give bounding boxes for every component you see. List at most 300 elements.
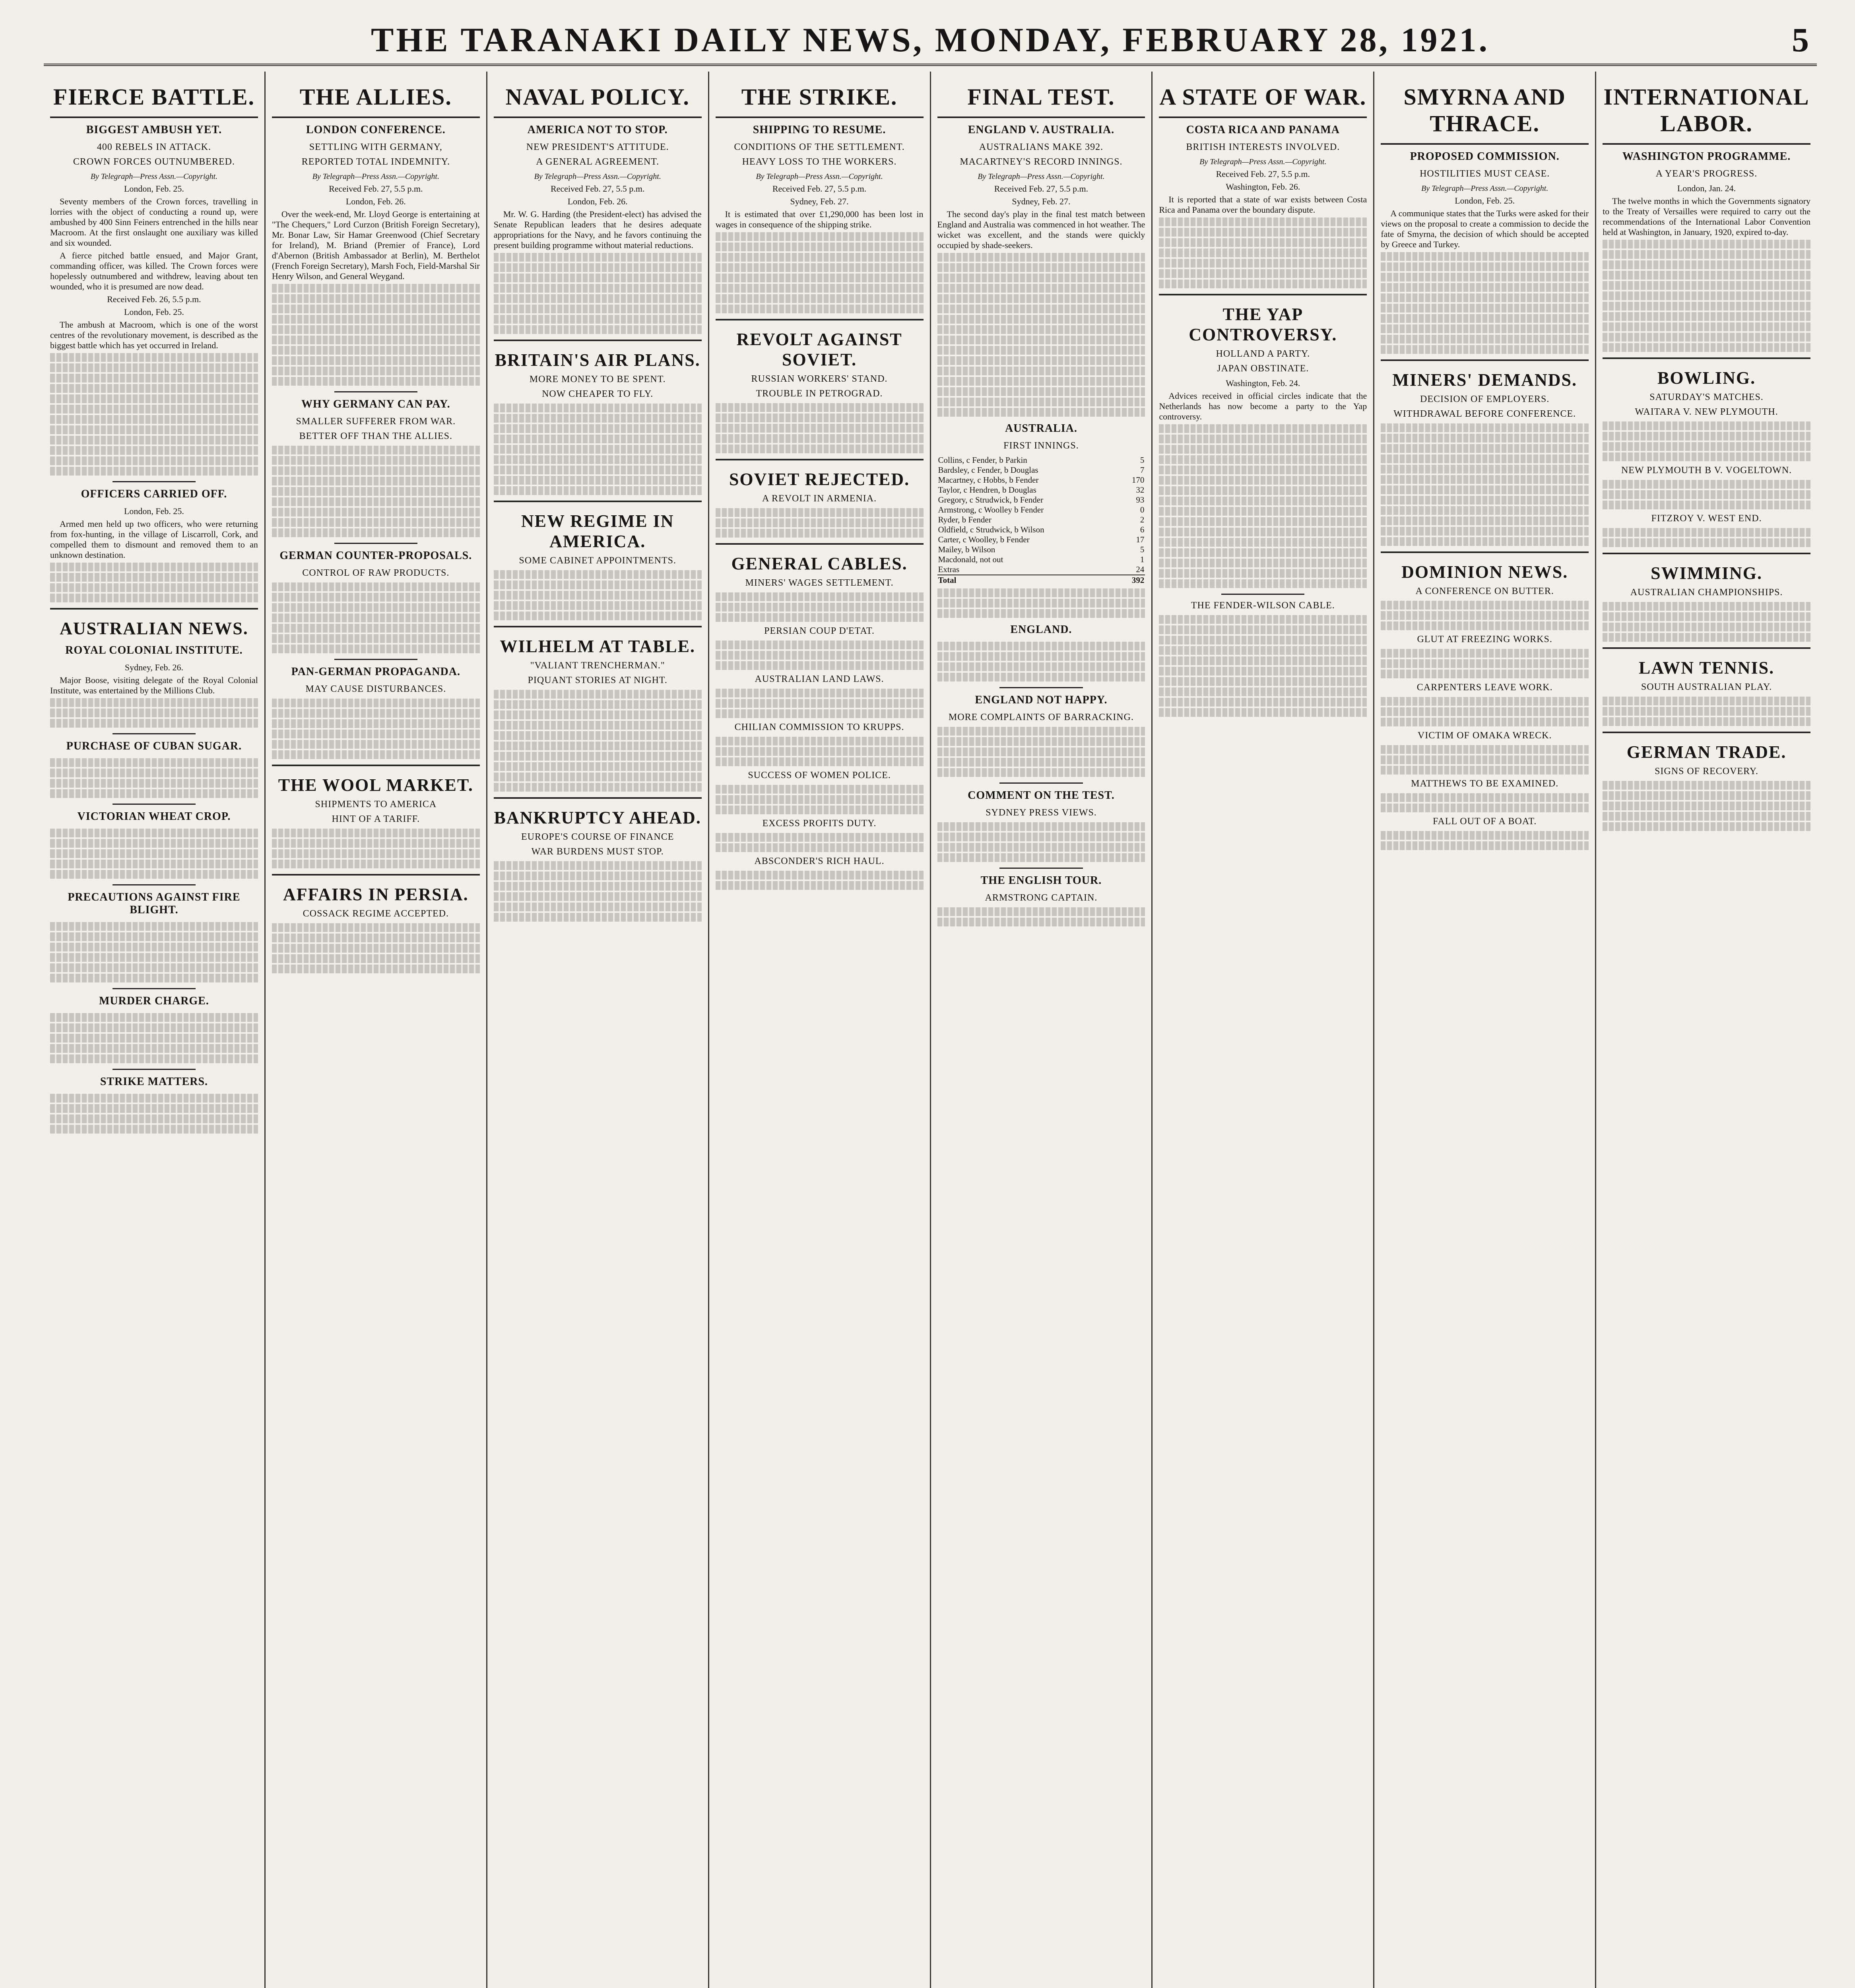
divider: [113, 1069, 196, 1070]
text-block: [1381, 454, 1589, 463]
text-block: [494, 284, 702, 293]
byline: By Telegraph—Press Assn.—Copyright.: [1199, 157, 1327, 166]
text-block: [272, 528, 480, 537]
text-block: [50, 953, 258, 962]
subheading: SIGNS OF RECOVERY.: [1655, 766, 1759, 777]
dateline: Washington, Feb. 24.: [1226, 378, 1300, 388]
text-block: [937, 727, 1145, 736]
dateline: London, Feb. 25.: [124, 307, 184, 317]
text-block: [937, 356, 1145, 365]
byline: By Telegraph—Press Assn.—Copyright.: [312, 172, 439, 181]
scorecard-row: [937, 565, 1145, 575]
text-block: [494, 591, 702, 600]
section-heading: THE YAP CONTROVERSY.: [1189, 305, 1337, 344]
divider: [1159, 294, 1367, 295]
text-block: [716, 737, 924, 746]
text-block: [494, 580, 702, 589]
text-block: [272, 965, 480, 973]
text-block: [716, 699, 924, 708]
dateline: London, Feb. 26.: [345, 196, 406, 206]
text-block: [1381, 506, 1589, 515]
text-block: [1603, 291, 1810, 300]
subheading: EXCESS PROFITS DUTY.: [762, 818, 877, 829]
subheading: ROYAL COLONIAL INSTITUTE.: [65, 644, 243, 656]
subheading: HINT OF A TARIFF.: [332, 814, 420, 824]
scorecard-row: [937, 465, 1145, 475]
divider: [999, 782, 1083, 784]
text-block: [50, 779, 258, 788]
text-block: [1381, 262, 1589, 271]
subheading: CONTROL OF RAW PRODUCTS.: [302, 568, 450, 578]
text-block: [272, 829, 480, 837]
text-block: [494, 721, 702, 730]
text-block: [272, 446, 480, 454]
text-block: [494, 742, 702, 750]
subheading: TROUBLE IN PETROGRAD.: [756, 388, 883, 399]
text-block: [494, 404, 702, 412]
subheading: A REVOLT IN ARMENIA.: [762, 493, 877, 504]
text-block: [1603, 501, 1810, 509]
section-heading: SWIMMING.: [1651, 563, 1762, 583]
subheading: ARMSTRONG CAPTAIN.: [985, 893, 1098, 903]
text-block: [937, 673, 1145, 681]
article-paragraph: Mr. W. G. Harding (the President-elect) has advised the Senate Republican leaders that he desires adequate appropriations for the Navy, and he favors continuing the present building programme without material reductions.: [493, 209, 702, 250]
text-block: [1381, 293, 1589, 302]
text-block: [50, 860, 258, 868]
text-block: [272, 613, 480, 622]
text-block: [494, 731, 702, 740]
subheading: MORE MONEY TO BE SPENT.: [529, 374, 666, 384]
text-block: [1381, 537, 1589, 546]
text-block: [50, 943, 258, 951]
subheading: A CONFERENCE ON BUTTER.: [1415, 586, 1554, 596]
text-block: [494, 445, 702, 454]
text-block: [1603, 322, 1810, 331]
headline: THE STRIKE.: [741, 84, 898, 110]
batsman-name: Gregory, c Strudwick, b Fender: [938, 495, 1044, 505]
column-smyrna-thrace: [1374, 72, 1596, 1988]
text-block: [494, 783, 702, 792]
text-block: [716, 795, 924, 804]
text-block: [716, 445, 924, 453]
headline: FINAL TEST.: [967, 84, 1115, 110]
divider: [716, 319, 924, 320]
text-block: [716, 613, 924, 622]
text-block: [1381, 718, 1589, 726]
text-block: [50, 1013, 258, 1022]
text-block: [1381, 314, 1589, 323]
scorecard-row: [937, 535, 1145, 545]
text-block: [50, 1034, 258, 1043]
text-block: [272, 849, 480, 858]
text-block: [1159, 698, 1367, 707]
subheading: PURCHASE OF CUBAN SUGAR.: [66, 740, 242, 752]
text-block: [272, 487, 480, 496]
text-block: [50, 698, 258, 707]
subheading: MINERS' WAGES SETTLEMENT.: [745, 578, 894, 588]
text-block: [1603, 812, 1810, 821]
text-block: [1381, 465, 1589, 474]
article-paragraph: Seventy members of the Crown forces, travelling in lorries with the object of conducting a round up, were ambushed by 400 Sinn Feiners entrenched in the hills near Macroom. At the first onslaught one auxiliary was killed and six wounded.: [50, 196, 258, 248]
subheading: WITHDRAWAL BEFORE CONFERENCE.: [1393, 409, 1576, 419]
subheading: SHIPMENTS TO AMERICA: [315, 799, 437, 810]
batsman-name: Extras: [938, 565, 960, 574]
dateline: Sydney, Feb. 26.: [124, 662, 183, 672]
text-block: [494, 892, 702, 901]
subheading: AMERICA NOT TO STOP.: [527, 124, 668, 136]
text-block: [937, 325, 1145, 334]
text-block: [1381, 345, 1589, 354]
subheading: WHY GERMANY CAN PAY.: [301, 398, 450, 410]
subheading: NEW PLYMOUTH B V. VOGELTOWN.: [1621, 465, 1792, 476]
text-block: [50, 932, 258, 941]
text-block: [272, 603, 480, 612]
subheading: VICTIM OF OMAKA WRECK.: [1417, 730, 1552, 741]
text-block: [716, 881, 924, 890]
text-block: [1603, 442, 1810, 451]
text-block: [1603, 333, 1810, 342]
subheading: NOW CHEAPER TO FLY.: [542, 389, 654, 399]
text-block: [1381, 707, 1589, 716]
subheading: COMMENT ON THE TEST.: [968, 789, 1115, 802]
text-block: [1381, 611, 1589, 620]
text-block: [1381, 697, 1589, 706]
text-block: [937, 263, 1145, 272]
text-block: [1159, 228, 1367, 237]
text-block: [937, 377, 1145, 386]
text-block: [1381, 804, 1589, 812]
text-block: [50, 963, 258, 972]
text-block: [50, 758, 258, 767]
text-block: [272, 634, 480, 643]
text-block: [716, 294, 924, 303]
divider: [494, 626, 702, 627]
subheading: OFFICERS CARRIED OFF.: [81, 488, 227, 500]
text-block: [1603, 421, 1810, 430]
subheading: RUSSIAN WORKERS' STAND.: [751, 374, 888, 384]
scorecard-row: [937, 475, 1145, 485]
text-block: [494, 570, 702, 579]
text-block: [494, 414, 702, 423]
scorecard-row: [937, 515, 1145, 525]
text-block: [716, 508, 924, 517]
column-the-allies: [266, 72, 487, 1988]
text-block: [1159, 615, 1367, 624]
text-block: [716, 747, 924, 756]
text-block: [494, 253, 702, 262]
article-paragraph: Over the week-end, Mr. Lloyd George is entertaining at "The Chequers," Lord Curzon (British Foreign Secretary), Mr. Bonar Law, Sir Hamar Greenwood (Chief Secretary for Ireland), M. Briand (Premier of France), Lord d'Abernon (British Ambassador at Berlin), M. Berthelot (French Foreign Secretary), Marsh Foch, Field-Marshal Sir Henry Wilson, and General Weygand.: [272, 209, 480, 281]
text-block: [494, 435, 702, 443]
text-block: [1381, 659, 1589, 668]
text-block: [937, 737, 1145, 746]
text-block: [50, 769, 258, 777]
text-block: [494, 263, 702, 272]
text-block: [50, 405, 258, 414]
text-block: [1159, 435, 1367, 443]
text-block: [494, 315, 702, 324]
text-block: [937, 768, 1145, 777]
received-line: Received Feb. 26, 5.5 p.m.: [107, 294, 201, 304]
text-block: [50, 425, 258, 434]
text-block: [494, 274, 702, 282]
masthead: [44, 16, 1817, 66]
text-block: [1159, 559, 1367, 567]
scorecard-title: AUSTRALIA.: [1005, 422, 1077, 435]
text-block: [494, 476, 702, 485]
divider: [272, 765, 480, 766]
divider: [1381, 143, 1589, 145]
divider: [113, 988, 196, 989]
text-block: [937, 822, 1145, 831]
text-block: [272, 719, 480, 728]
column-the-strike: [709, 72, 931, 1988]
subheading: A GENERAL AGREEMENT.: [536, 157, 660, 167]
text-block: [1603, 707, 1810, 716]
text-block: [1381, 831, 1589, 840]
text-block: [1381, 755, 1589, 764]
batsman-name: Taylor, c Hendren, b Douglas: [938, 485, 1036, 495]
text-block: [716, 274, 924, 282]
section-heading: GENERAL CABLES.: [731, 554, 908, 573]
subheading: PAN-GERMAN PROPAGANDA.: [291, 666, 460, 678]
text-block: [716, 709, 924, 718]
text-block: [494, 762, 702, 771]
text-block: [494, 294, 702, 303]
text-block: [716, 757, 924, 766]
total-runs: 392: [1121, 575, 1145, 585]
text-block: [1381, 335, 1589, 344]
text-block: [716, 403, 924, 412]
column-state-of-war: [1153, 72, 1374, 1988]
text-block: [1159, 656, 1367, 665]
subheading: AUSTRALIAN CHAMPIONSHIPS.: [1630, 587, 1783, 598]
text-block: [1603, 602, 1810, 611]
text-block: [716, 243, 924, 251]
scorecard-row: [937, 505, 1145, 515]
subheading: THE ENGLISH TOUR.: [980, 874, 1102, 887]
subheading: THE FENDER-WILSON CABLE.: [1191, 600, 1335, 611]
divider: [1381, 551, 1589, 553]
subheading: REPORTED TOTAL INDEMNITY.: [301, 157, 450, 167]
received-line: Received Feb. 27, 5.5 p.m.: [994, 184, 1089, 194]
text-block: [1381, 793, 1589, 802]
text-block: [937, 588, 1145, 597]
section-heading: BOWLING.: [1657, 368, 1756, 388]
divider: [999, 868, 1083, 869]
text-block: [716, 603, 924, 612]
text-block: [50, 1054, 258, 1063]
text-block: [50, 1104, 258, 1113]
subheading: BIGGEST AMBUSH YET.: [86, 124, 222, 136]
article-paragraph: The second day's play in the final test match between England and Australia was commenced in hot weather. The wicket was excellent, and the stands were quickly occupied by shade-seekers.: [937, 209, 1145, 250]
subheading: GERMAN COUNTER-PROPOSALS.: [279, 549, 472, 562]
text-block: [272, 497, 480, 506]
text-block: [937, 367, 1145, 375]
divider: [716, 543, 924, 545]
divider: [494, 116, 702, 118]
text-block: [494, 700, 702, 709]
text-block: [1603, 432, 1810, 441]
subheading: CHILIAN COMMISSION TO KRUPPS.: [734, 722, 904, 732]
section-heading: SOVIET REJECTED.: [729, 470, 910, 489]
text-block: [937, 398, 1145, 406]
divider: [334, 659, 417, 660]
text-block: [494, 711, 702, 719]
batsman-name: Oldfield, c Strudwick, b Wilson: [938, 525, 1044, 534]
text-block: [272, 839, 480, 848]
text-block: [716, 806, 924, 814]
text-block: [50, 436, 258, 445]
text-block: [50, 789, 258, 798]
text-block: [1603, 271, 1810, 280]
newspaper-title: THE TARANAKI DAILY NEWS, MONDAY, FEBRUARY 28, 1921.: [371, 21, 1490, 59]
text-block: [937, 609, 1145, 618]
article-paragraph: The ambush at Macroom, which is one of the worst centres of the revolutionary movement, is described as the biggest battle which has yet occurred in Ireland.: [50, 320, 258, 350]
text-block: [1381, 516, 1589, 525]
subheading: ENGLAND V. AUSTRALIA.: [968, 124, 1115, 136]
text-block: [272, 860, 480, 868]
text-block: [1159, 486, 1367, 495]
text-block: [1159, 476, 1367, 485]
dateline: London, Feb. 25.: [124, 184, 184, 194]
text-block: [1381, 496, 1589, 505]
text-block: [272, 934, 480, 942]
text-block: [1159, 466, 1367, 474]
subheading: COSTA RICA AND PANAMA: [1186, 124, 1340, 136]
text-block: [1159, 517, 1367, 526]
text-block: [272, 336, 480, 344]
divider: [1221, 594, 1304, 595]
text-block: [716, 592, 924, 601]
runs: 17: [1136, 535, 1145, 544]
subheading: PRECAUTIONS AGAINST FIRE BLIGHT.: [68, 891, 241, 916]
subheading: SETTLING WITH GERMANY,: [309, 142, 442, 152]
divider: [334, 543, 417, 544]
text-block: [937, 336, 1145, 344]
text-block: [1603, 250, 1810, 259]
text-block: [937, 599, 1145, 608]
text-block: [1603, 822, 1810, 831]
text-block: [494, 424, 702, 433]
headline: SMYRNA AND THRACE.: [1403, 84, 1566, 136]
subheading: COSSACK REGIME ACCEPTED.: [303, 909, 449, 919]
dateline: London, Feb. 25.: [1455, 196, 1515, 206]
text-block: [1381, 304, 1589, 313]
text-block: [494, 903, 702, 911]
text-block: [1381, 273, 1589, 282]
subheading: MATTHEWS TO BE EXAMINED.: [1411, 779, 1559, 789]
divider: [494, 797, 702, 799]
text-block: [1159, 569, 1367, 578]
byline: By Telegraph—Press Assn.—Copyright.: [534, 172, 661, 181]
text-block: [1603, 312, 1810, 321]
runs: 2: [1140, 515, 1145, 524]
dateline: Washington, Feb. 26.: [1226, 182, 1300, 192]
divider: [716, 459, 924, 460]
text-block: [50, 415, 258, 424]
text-block: [1159, 646, 1367, 655]
runs: 7: [1140, 465, 1145, 475]
text-block: [50, 1114, 258, 1123]
subheading: PERSIAN COUP D'ETAT.: [764, 626, 875, 636]
subheading: SOUTH AUSTRALIAN PLAY.: [1641, 682, 1772, 692]
runs: 5: [1140, 455, 1145, 465]
text-block: [716, 518, 924, 527]
text-block: [50, 363, 258, 372]
text-block: [716, 661, 924, 670]
text-block: [1603, 633, 1810, 642]
subheading: STRIKE MATTERS.: [100, 1076, 208, 1088]
text-block: [1159, 259, 1367, 268]
text-block: [937, 642, 1145, 650]
subheading: LONDON CONFERENCE.: [306, 124, 446, 136]
text-block: [494, 690, 702, 699]
byline: By Telegraph—Press Assn.—Copyright.: [90, 172, 218, 181]
text-block: [1381, 527, 1589, 536]
runs: 32: [1136, 485, 1145, 495]
text-block: [1159, 507, 1367, 516]
text-block: [1603, 302, 1810, 311]
newspaper-columns: [44, 72, 1817, 1988]
article-paragraph: A communique states that the Turks were asked for their views on the proposal to create a commission to decide the fate of Smyrna, the decision of which should be accepted by Greece and Turkey.: [1381, 208, 1589, 249]
text-block: [50, 456, 258, 465]
text-block: [716, 833, 924, 842]
text-block: [937, 274, 1145, 282]
text-block: [494, 773, 702, 781]
text-block: [1159, 579, 1367, 588]
text-block: [272, 477, 480, 485]
text-block: [1603, 490, 1810, 499]
batsman-name: Armstrong, c Woolley b Fender: [938, 505, 1044, 514]
article-paragraph: Armed men held up two officers, who were returning from fox-hunting, in the village of Liscarroll, Cork, and compelled them to dismount and removed them to an unknown destination.: [50, 519, 258, 560]
batsman-name: Macdonald, not out: [938, 555, 1003, 564]
text-block: [1381, 434, 1589, 443]
text-block: [1159, 497, 1367, 505]
subheading: SHIPPING TO RESUME.: [753, 124, 886, 136]
subheading: SOME CABINET APPOINTMENTS.: [519, 555, 676, 566]
section-heading: THE WOOL MARKET.: [278, 775, 473, 795]
text-block: [716, 871, 924, 879]
divider: [937, 116, 1145, 118]
subheading: AUSTRALIANS MAKE 392.: [979, 142, 1104, 152]
text-block: [272, 709, 480, 718]
subheading: MORE COMPLAINTS OF BARRACKING.: [948, 712, 1134, 722]
article-paragraph: It is estimated that over £1,290,000 has been lost in wages in consequence of the shipping strike.: [715, 209, 924, 229]
divider: [113, 481, 196, 482]
text-block: [937, 907, 1145, 916]
subheading: HOLLAND A PARTY.: [1216, 349, 1310, 359]
text-block: [1381, 324, 1589, 333]
section-heading: AUSTRALIAN NEWS.: [60, 619, 248, 638]
subheading: MAY CAUSE DISTURBANCES.: [305, 684, 446, 694]
scorecard-row: [937, 485, 1145, 495]
runs: 0: [1140, 505, 1145, 514]
text-block: [937, 662, 1145, 671]
text-block: [1381, 670, 1589, 678]
dateline: London, Feb. 25.: [124, 506, 184, 516]
subheading: VICTORIAN WHEAT CROP.: [77, 810, 231, 823]
text-block: [716, 305, 924, 313]
divider: [113, 884, 196, 885]
text-block: [716, 253, 924, 262]
text-block: [50, 1044, 258, 1053]
text-block: [494, 601, 702, 610]
section-heading: AFFAIRS IN PERSIA.: [283, 885, 469, 904]
total-label: Total: [937, 575, 1121, 585]
text-block: [1603, 480, 1810, 489]
text-block: [937, 918, 1145, 926]
divider: [999, 687, 1083, 688]
